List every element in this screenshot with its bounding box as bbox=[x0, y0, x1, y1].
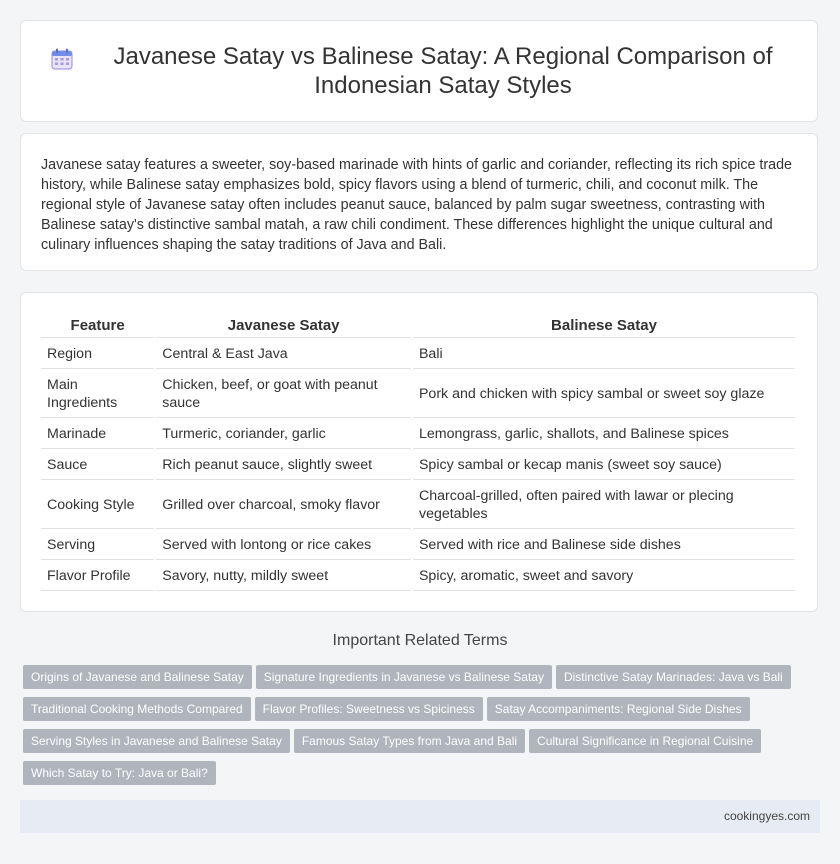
table-row bbox=[41, 371, 795, 418]
table-cell: Lemongrass, garlic, shallots, and Balinese spices bbox=[413, 420, 795, 449]
column-header: Balinese Satay bbox=[413, 313, 795, 338]
table-cell: Spicy sambal or kecap manis (sweet soy sauce) bbox=[413, 451, 795, 480]
table-row bbox=[41, 451, 795, 480]
related-term-tag[interactable]: Satay Accompaniments: Regional Side Dishes bbox=[487, 697, 750, 721]
intro-paragraph: Javanese satay features a sweeter, soy-based marinade with hints of garlic and coriander, reflecting its rich spice trade history, while Balinese satay emphasizes bold, spicy flavors using a blend of turmeric, chili, and coconut milk. The regional style of Javanese satay often includes peanut sauce, balanced by palm sugar sweetness, contrasting with Balinese satay's distinctive sambal matah, a raw chili condiment. These differences highlight the unique cultural and culinary influences shaping the satay traditions of Java and Bali. bbox=[41, 157, 792, 253]
table-cell: Chicken, beef, or goat with peanut sauce bbox=[156, 371, 411, 418]
table-row bbox=[41, 482, 795, 529]
related-term-tag[interactable]: Cultural Significance in Regional Cuisine bbox=[529, 729, 761, 753]
related-terms-list bbox=[23, 665, 823, 793]
table-cell: Main Ingredients bbox=[41, 371, 154, 418]
table-cell: Pork and chicken with spicy sambal or sweet soy glaze bbox=[413, 371, 795, 418]
column-header: Feature bbox=[41, 313, 154, 338]
table-cell: Central & East Java bbox=[156, 340, 411, 369]
table-cell: Cooking Style bbox=[41, 482, 154, 529]
comparison-card bbox=[20, 292, 818, 612]
table-cell: Turmeric, coriander, garlic bbox=[156, 420, 411, 449]
table-cell: Rich peanut sauce, slightly sweet bbox=[156, 451, 411, 480]
table-row bbox=[41, 562, 795, 591]
table-header-row bbox=[41, 313, 795, 338]
table-row bbox=[41, 340, 795, 369]
related-term-tag[interactable]: Distinctive Satay Marinades: Java vs Bali bbox=[556, 665, 791, 689]
related-term-tag[interactable]: Famous Satay Types from Java and Bali bbox=[294, 729, 525, 753]
table-row bbox=[41, 420, 795, 449]
footer-site-link[interactable]: cookingyes.com bbox=[723, 809, 810, 823]
table-cell: Flavor Profile bbox=[41, 562, 154, 591]
header-card bbox=[20, 20, 818, 122]
related-term-tag[interactable]: Serving Styles in Javanese and Balinese Satay bbox=[23, 729, 290, 753]
related-term-tag[interactable]: Origins of Javanese and Balinese Satay bbox=[23, 665, 252, 689]
table-cell: Served with lontong or rice cakes bbox=[156, 531, 411, 560]
table-cell: Grilled over charcoal, smoky flavor bbox=[156, 482, 411, 529]
footer bbox=[20, 800, 820, 833]
table-cell: Spicy, aromatic, sweet and savory bbox=[413, 562, 795, 591]
table-row bbox=[41, 531, 795, 560]
table-cell: Bali bbox=[413, 340, 795, 369]
calendar-icon bbox=[50, 47, 74, 71]
table-cell: Region bbox=[41, 340, 154, 369]
table-cell: Serving bbox=[41, 531, 154, 560]
related-term-tag[interactable]: Signature Ingredients in Javanese vs Balinese Satay bbox=[256, 665, 552, 689]
related-terms-title: Important Related Terms bbox=[332, 632, 508, 649]
intro-card bbox=[20, 133, 818, 271]
related-term-tag[interactable]: Flavor Profiles: Sweetness vs Spiciness bbox=[255, 697, 483, 721]
table-cell: Charcoal-grilled, often paired with lawar or plecing vegetables bbox=[413, 482, 795, 529]
related-term-tag[interactable]: Which Satay to Try: Java or Bali? bbox=[23, 761, 216, 785]
table-cell: Marinade bbox=[41, 420, 154, 449]
page-title: Javanese Satay vs Balinese Satay: A Regional Comparison of Indonesian Satay Styles bbox=[113, 43, 773, 99]
comparison-table bbox=[39, 311, 797, 593]
table-cell: Sauce bbox=[41, 451, 154, 480]
table-cell: Served with rice and Balinese side dishes bbox=[413, 531, 795, 560]
table-cell: Savory, nutty, mildly sweet bbox=[156, 562, 411, 591]
column-header: Javanese Satay bbox=[156, 313, 411, 338]
related-term-tag[interactable]: Traditional Cooking Methods Compared bbox=[23, 697, 251, 721]
